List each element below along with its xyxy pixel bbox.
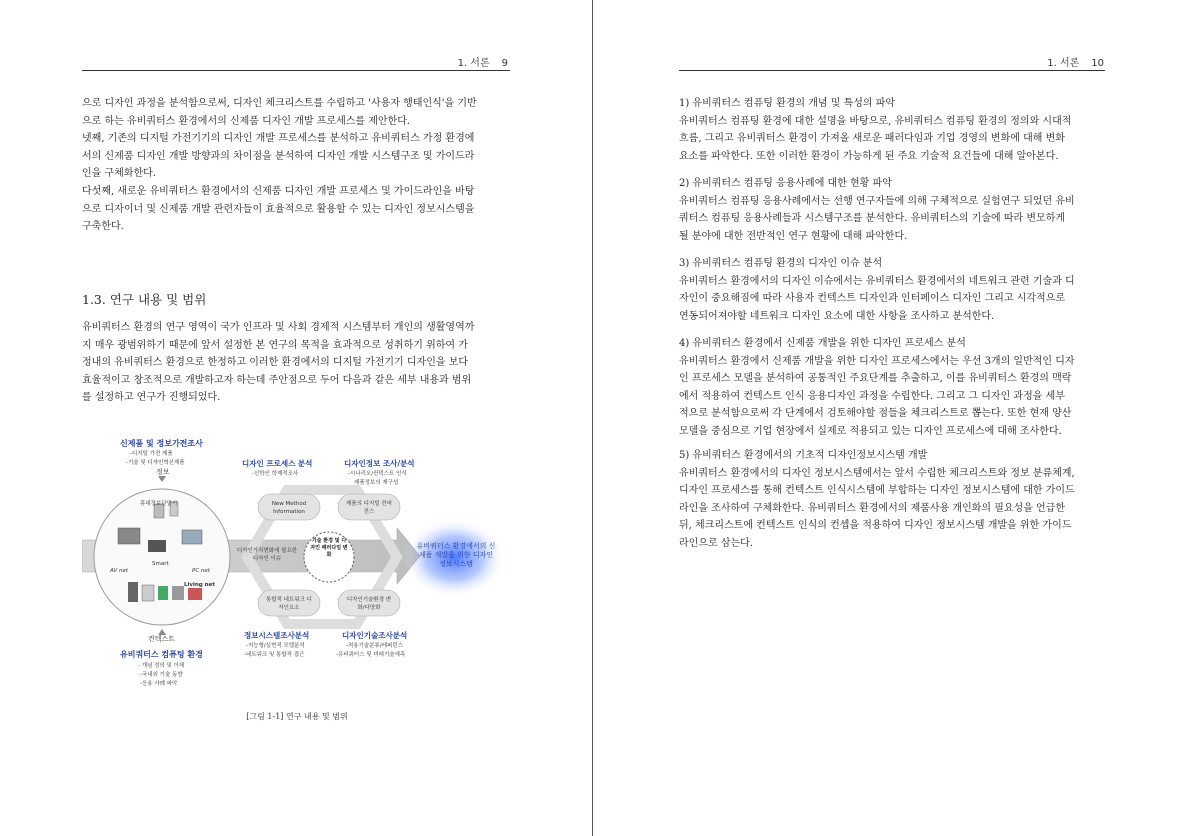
- hex-bottom-right-label: 디자인기술환경 변화/다양화: [346, 597, 392, 611]
- top-left-title: 신제품 및 정보가전조사: [120, 439, 203, 448]
- text-line: 유비쿼터스 환경에서의 디자인 이슈에서는 유비쿼터스 환경에서의 네트워크 관련 기술과 디: [679, 275, 1075, 287]
- text-line: 쿼터스 컴퓨팅 응용사례들과 시스템구조를 분석한다. 유비쿼터스의 기술에 따라 변모하게: [679, 213, 1066, 225]
- text-line: 유비쿼터스 컴퓨팅 응용사례에서는 선행 연구자들에 의해 구체적으로 실험연구 되었던 유비: [679, 195, 1075, 207]
- text-line: 유비쿼터스 환경에서 신제품 개발을 위한 디자인 프로세스에서는 우선 3개의 일반적인 디자: [679, 355, 1075, 367]
- circle-label-smart: Smart: [152, 561, 169, 567]
- design-info-item: -시나리오/컨텍스트 인식: [348, 471, 407, 477]
- text-line: 인 프로세스 모델을 분석하여 공통적인 주요단계를 추출하고, 이를 유비쿼터스 환경의 맥락: [679, 373, 1072, 385]
- text-line: 유비쿼터스 환경에서의 디자인 정보시스템에서는 앞서 수립한 체크리스트와 정보 분류체계,: [679, 467, 1075, 479]
- scope-paragraph: [82, 319, 510, 407]
- design-process-item: -신학인 학제적조사: [252, 471, 299, 477]
- text-line: 유비쿼터스 환경의 연구 영역이 국가 인프라 및 사회 경제적 시스템부터 개인의 생활영역까: [82, 322, 475, 333]
- text-line: 으로 디자이너 및 신제품 개발 관련자들이 효율적으로 활용할 수 있는 디자인 정보시스템을: [82, 203, 475, 215]
- result-text: 유비쿼터스 환경에서의 신제품 개발을 위한 디자인 정보시스템: [416, 542, 496, 568]
- text-line: 으로 하는 유비쿼터스 환경에서의 신제품 디자인 개발 프로세스를 제안한다.: [82, 115, 411, 127]
- text-line: 자인이 중요해짐에 따라 사용자 컨텍스트 디자인과 인터페이스 디자인 그리고 시각적으로: [679, 293, 1066, 305]
- page-header: [458, 54, 508, 69]
- text-line: 적으로 분석함으로써 각 단계에서 검토해야할 점들을 체크리스트로 뽑는다. 또한 현재 양산: [679, 408, 1072, 420]
- header-rule: [82, 70, 510, 71]
- text-line: 구축한다.: [82, 221, 124, 233]
- text-line: 지 매우 광범위하기 때문에 앞서 설정한 본 연구의 목적을 효과적으로 성취하기 위하여 가: [82, 339, 468, 351]
- info-system-title: 정보시스템조사분석: [244, 631, 310, 640]
- bottom-left-item: -응용 사례 파악: [140, 681, 178, 687]
- header-chapter: 1. 서론: [1047, 58, 1080, 69]
- text-line: 인을 구체화한다.: [82, 168, 156, 180]
- item-title: 5) 유비쿼터스 환경에서의 기초적 디자인정보시스템 개발: [679, 450, 928, 461]
- header-chapter: 1. 서론: [457, 58, 490, 69]
- bottom-left-item: -국내외 기술 동향: [140, 672, 183, 678]
- item-title: 3) 유비쿼터스 컴퓨팅 환경의 디자인 이슈 분석: [679, 258, 883, 269]
- text-line: 를 설정하고 연구가 진행되었다.: [82, 392, 221, 404]
- item-5: [679, 447, 1103, 553]
- text-line: 효율적이고 창조적으로 개발하고자 하는데 주안점으로 두어 다음과 같은 세부 내용과 범위: [82, 374, 472, 386]
- design-info-item: 제품정보의 재구성: [354, 480, 399, 486]
- item-title: 4) 유비쿼터스 환경에서 신제품 개발을 위한 디자인 프로세스 분석: [679, 338, 966, 349]
- top-left-item: -디지털 가전 제품: [130, 451, 173, 457]
- text-line: 흐름, 그리고 유비쿼터스 환경이 가져올 새로운 패러다임과 기업 경영의 변화에 대해 변화: [679, 133, 1065, 145]
- hex-center-label: 기술 환경 및 디자인 패러다임 변화: [310, 538, 348, 558]
- text-line: 모델을 중심으로 기업 현장에서 실제로 적용되고 있는 디자인 프로세스에 대해 조사한다.: [679, 425, 1062, 437]
- figure-caption: [그림 1-1] 연구 내용 및 범위: [246, 712, 348, 721]
- text-line: 뒤, 체크리스트에 컨텍스트 인식의 컨셉을 적용하여 디자인 정보시스템 개발을 위한 가이드: [679, 520, 1072, 532]
- item-title: 1) 유비쿼터스 컴퓨팅 환경의 개념 및 특성의 파악: [679, 98, 896, 109]
- item-2: [679, 175, 1103, 245]
- section-title: 1.3. 연구 내용 및 범위: [82, 292, 207, 307]
- text-line: 에서 적용하여 컨텍스트 인식 응용디자인 과정을 수립한다. 그리고 그 디자인 과정을 세부: [679, 390, 1065, 402]
- header-rule: [679, 70, 1105, 71]
- text-line: 라인으로 삼는다.: [679, 537, 753, 549]
- hex-top-right-label: 제품의 디지털 컨버전스: [345, 501, 392, 515]
- context-label: 컨텍스트: [148, 635, 176, 643]
- text-line: 다섯째, 새로운 유비쿼터스 환경에서의 신제품 디자인 개발 프로세스 및 가이드라인을 바탕: [82, 185, 475, 197]
- info-system-item: -네트워크 및 통합적 접근: [244, 652, 305, 658]
- circle-label-living: Living net: [184, 582, 215, 588]
- top-left-item: -기술 및 디자인혁신제품: [126, 460, 185, 466]
- page-header: [1047, 54, 1104, 69]
- text-line: 으로 디자인 과정을 분석함으로써, 디자인 체크리스트를 수립하고 '사용자 행태인식'을 기반: [82, 98, 477, 109]
- design-info-title: 디자인정보 조사/분석: [344, 459, 415, 468]
- text-line: 될 분야에 대한 전반적인 연구 현황에 대해 파악한다.: [679, 230, 908, 242]
- text-line: 라인을 조사하여 구체화한다. 유비쿼터스 환경에서의 제품사용 개인화의 필요성을 언급한: [679, 502, 1066, 514]
- header-page-number: 9: [501, 58, 508, 69]
- text-line: 요소를 파악한다. 또한 이러한 환경이 가능하게 된 주요 기술적 요건들에 대해 알아본다.: [679, 150, 1059, 162]
- item-4: [679, 335, 1103, 441]
- circle-top-label: 휴대정보단말기: [140, 501, 178, 507]
- design-process-title: 디자인 프로세스 분석: [242, 459, 313, 468]
- info-system-item: -지능형/실현적 모델분석: [246, 643, 305, 649]
- design-tech-item: -유비쿼터스 및 미래기술예측: [336, 652, 406, 658]
- hex-top-left-label: New Method Information: [271, 501, 307, 515]
- left-page: [0, 0, 592, 836]
- intro-paragraph: [82, 95, 510, 236]
- circle-label-pc: PC net: [192, 568, 210, 574]
- item-1: [679, 95, 1103, 165]
- bottom-left-item: - 개념 정의 및 이해: [138, 663, 185, 669]
- info-label: 정보: [156, 468, 170, 476]
- circle-label-av: AV net: [110, 568, 129, 574]
- item-3: [679, 255, 1103, 325]
- hex-bottom-left-label: 통합적 네트워크 디자인요소: [265, 597, 312, 611]
- text-line: 서의 신제품 디자인 개발 방향과의 차이점을 분석하여 디자인 개발 시스템구조 및 가이드라: [82, 150, 475, 162]
- text-line: 연동되어져야할 네트워크 디자인 요소에 대한 사항을 조사하고 분석한다.: [679, 310, 995, 322]
- header-page-number: 10: [1091, 58, 1104, 69]
- design-tech-item: -적용기술분류/레퍼런스: [346, 643, 403, 649]
- text-line: 정내의 유비쿼터스 환경으로 한정하고 이러한 환경에서의 디지털 가전기기 디자인을 보다: [82, 357, 469, 369]
- design-tech-title: 디자인기술조사분석: [342, 631, 408, 640]
- item-title: 2) 유비쿼터스 컴퓨팅 응용사례에 대한 현황 파악: [679, 178, 892, 189]
- text-line: 유비쿼터스 컴퓨팅 환경에 대한 설명을 바탕으로, 유비쿼터스 컴퓨팅 환경의 정의와 시대적: [679, 115, 1072, 127]
- text-line: 디자인 프로세스를 통해 컨텍스트 인식시스템에 부합하는 디자인 정보시스템에 대한 가이드: [679, 485, 1075, 497]
- right-page: [593, 0, 1186, 836]
- hex-mid-left-label: 디자인가치변화에 필요한 디자인 이슈: [236, 548, 298, 562]
- research-scope-diagram: [82, 430, 512, 700]
- text-line: 넷째, 기존의 디지털 가전기기의 디자인 개발 프로세스를 분석하고 유비쿼터스 가정 환경에: [82, 133, 475, 145]
- bottom-left-title: 유비쿼터스 컴퓨팅 환경: [120, 650, 203, 659]
